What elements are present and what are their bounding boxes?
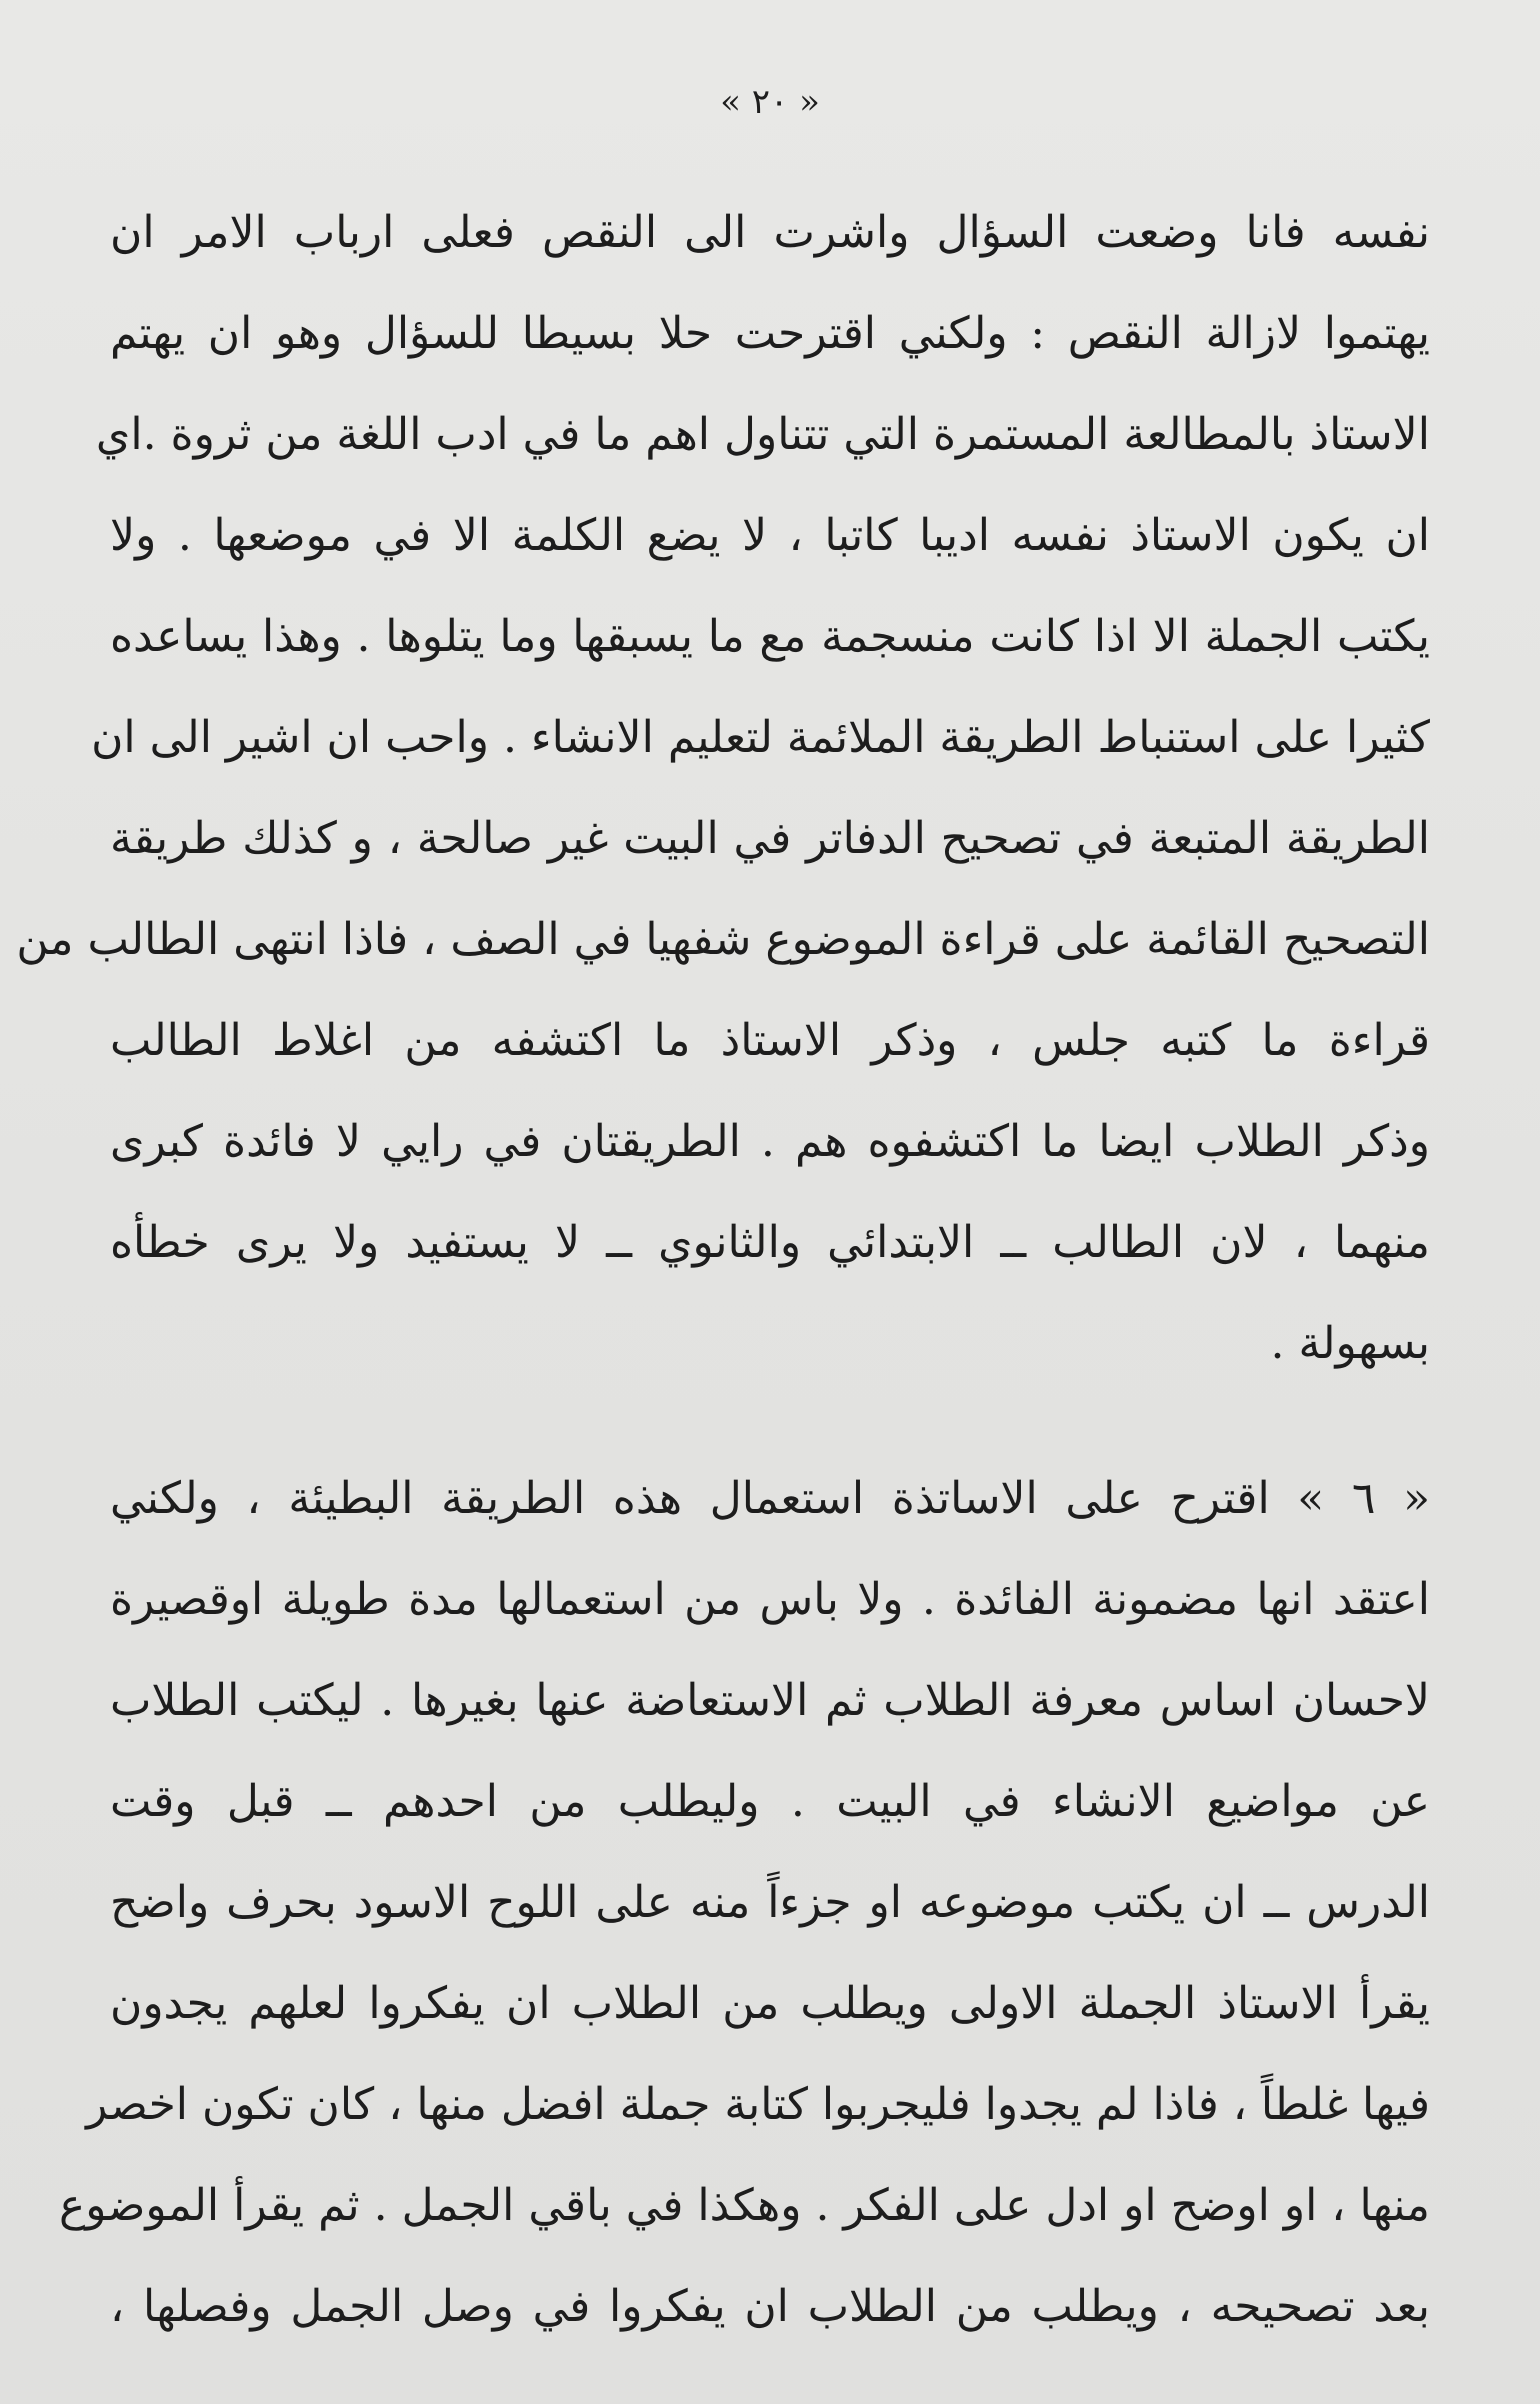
text-line: يهتموا لازالة النقص : ولكني اقترحت حلا بسيطا للسؤال وهو ان يهتم <box>110 308 1430 359</box>
text-line: يقرأ الاستاذ الجملة الاولى ويطلب من الطلاب ان يفكروا لعلهم يجدون <box>110 1978 1430 2029</box>
paragraph-1 <box>16 182 1430 1394</box>
text-line: بعد تصحيحه ، ويطلب من الطلاب ان يفكروا في وصل الجمل وفصلها ، <box>110 2281 1430 2332</box>
text-line: قراءة ما كتبه جلس ، وذكر الاستاذ ما اكتشفه من اغلاط الطالب <box>110 1015 1430 1066</box>
text-line: وذكر الطلاب ايضا ما اكتشفوه هم . الطريقتان في رايي لا فائدة كبرى <box>110 1116 1430 1167</box>
text-line: كثيرا على استنباط الطريقة الملائمة لتعليم الانشاء . واحب ان اشير الى ان <box>91 712 1430 763</box>
page-number: « ٢٠ » <box>720 82 820 122</box>
text-line: عن مواضيع الانشاء في البيت . وليطلب من احدهم ــ قبل وقت <box>110 1776 1430 1827</box>
text-line: يكتب الجملة الا اذا كانت منسجمة مع ما يسبقها وما يتلوها . وهذا يساعده <box>110 611 1430 662</box>
text-line: الطريقة المتبعة في تصحيح الدفاتر في البيت غير صالحة ، و كذلك طريقة <box>110 813 1430 864</box>
text-line: الاستاذ بالمطالعة المستمرة التي تتناول اهم ما في ادب اللغة من ثروة .اي <box>95 409 1430 460</box>
text-line: الدرس ــ ان يكتب موضوعه او جزءاً منه على اللوح الاسود بحرف واضح <box>110 1877 1430 1928</box>
text-line: لاحسان اساس معرفة الطلاب ثم الاستعاضة عنها بغيرها . ليكتب الطلاب <box>110 1675 1430 1726</box>
text-line: التصحيح القائمة على قراءة الموضوع شفهيا في الصف ، فاذا انتهى الطالب من <box>16 914 1430 965</box>
text-line: منهما ، لان الطالب ــ الابتدائي والثانوي ــ لا يستفيد ولا يرى خطأه <box>110 1217 1430 1268</box>
text-line: فيها غلطاً ، فاذا لم يجدوا فليجربوا كتابة جملة افضل منها ، كان تكون اخصر <box>86 2079 1430 2130</box>
text-line: نفسه فانا وضعت السؤال واشرت الى النقص فعلى ارباب الامر ان <box>110 207 1430 258</box>
text-line: بسهولة . <box>1270 1318 1430 1369</box>
paragraph-2 <box>58 1448 1430 2357</box>
text-line: منها ، او اوضح او ادل على الفكر . وهكذا في باقي الجمل . ثم يقرأ الموضوع <box>58 2180 1430 2231</box>
text-line: اعتقد انها مضمونة الفائدة . ولا باس من استعمالها مدة طويلة اوقصيرة <box>110 1574 1430 1625</box>
text-line: ان يكون الاستاذ نفسه اديبا كاتبا ، لا يضع الكلمة الا في موضعها . ولا <box>110 510 1430 561</box>
text-line: « ٦ » اقترح على الاساتذة استعمال هذه الطريقة البطيئة ، ولكني <box>110 1473 1430 1524</box>
